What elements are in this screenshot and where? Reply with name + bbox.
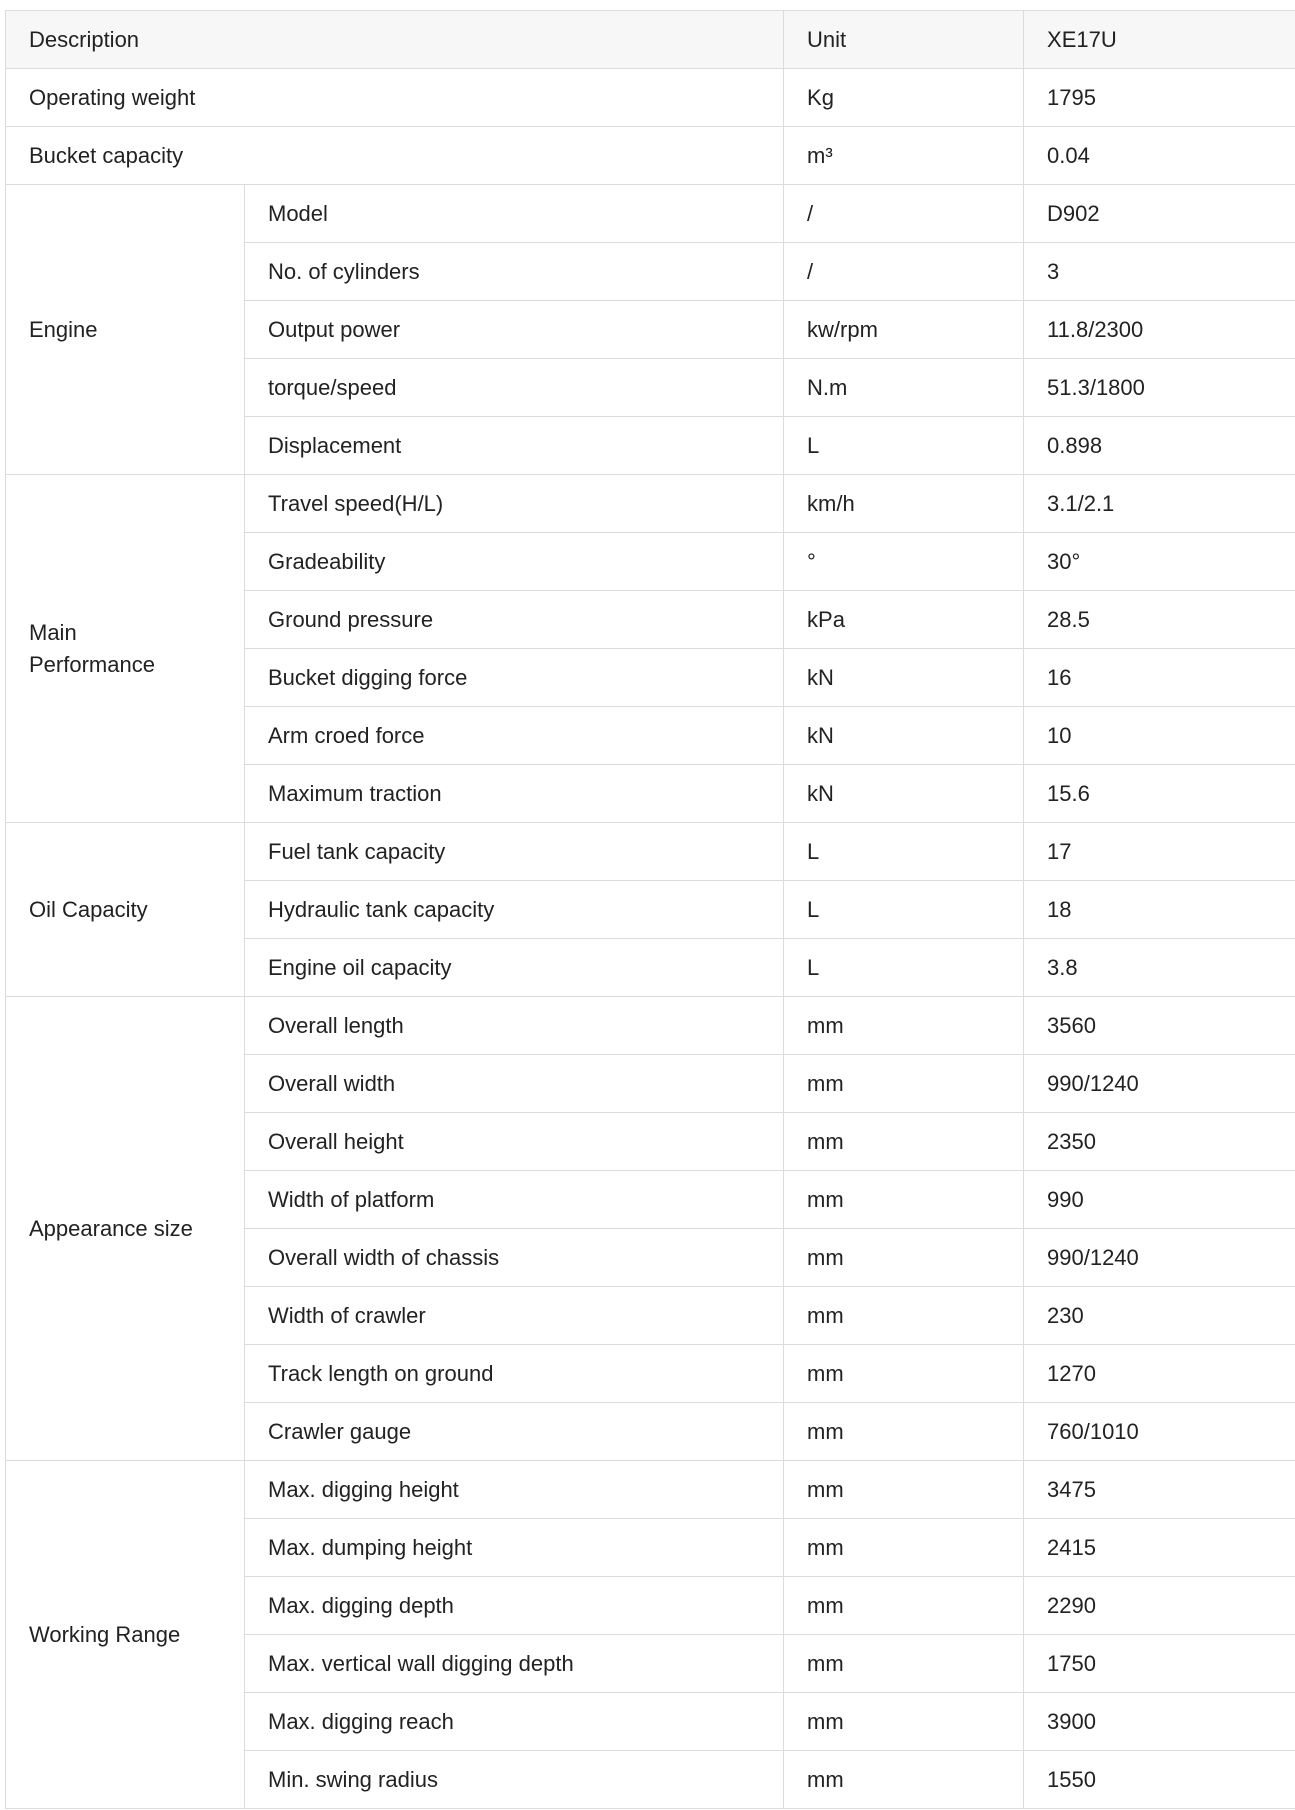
row-value: 3 <box>1024 243 1295 301</box>
group-working-range: Working Range <box>6 1461 245 1809</box>
row-unit: mm <box>784 1577 1024 1635</box>
row-value: 3.1/2.1 <box>1024 475 1295 533</box>
table-row <box>6 997 1295 1055</box>
table-row <box>6 1461 1295 1519</box>
row-value: 990/1240 <box>1024 1229 1295 1287</box>
row-unit: mm <box>784 997 1024 1055</box>
row-label: Output power <box>245 301 784 359</box>
row-value: 2290 <box>1024 1577 1295 1635</box>
row-label: Track length on ground <box>245 1345 784 1403</box>
row-unit: mm <box>784 1229 1024 1287</box>
row-unit: mm <box>784 1751 1024 1809</box>
row-unit: L <box>784 939 1024 997</box>
row-label: Maximum traction <box>245 765 784 823</box>
header-row <box>6 11 1295 69</box>
row-unit: km/h <box>784 475 1024 533</box>
row-label: Overall length <box>245 997 784 1055</box>
row-value: 16 <box>1024 649 1295 707</box>
row-unit: mm <box>784 1403 1024 1461</box>
row-value: 1795 <box>1024 69 1295 127</box>
row-value: 760/1010 <box>1024 1403 1295 1461</box>
row-label: Max. digging height <box>245 1461 784 1519</box>
row-label: Width of platform <box>245 1171 784 1229</box>
row-unit: Kg <box>784 69 1024 127</box>
row-label: torque/speed <box>245 359 784 417</box>
row-unit: ° <box>784 533 1024 591</box>
row-label: Gradeability <box>245 533 784 591</box>
row-value: 28.5 <box>1024 591 1295 649</box>
row-label: Ground pressure <box>245 591 784 649</box>
row-value: 11.8/2300 <box>1024 301 1295 359</box>
row-label: Min. swing radius <box>245 1751 784 1809</box>
row-value: 230 <box>1024 1287 1295 1345</box>
row-label: Overall width of chassis <box>245 1229 784 1287</box>
table-row <box>6 823 1295 881</box>
row-unit: m³ <box>784 127 1024 185</box>
row-label: Crawler gauge <box>245 1403 784 1461</box>
row-value: 15.6 <box>1024 765 1295 823</box>
row-value: 10 <box>1024 707 1295 765</box>
row-unit: mm <box>784 1055 1024 1113</box>
row-unit: L <box>784 881 1024 939</box>
row-unit: kN <box>784 765 1024 823</box>
row-value: 18 <box>1024 881 1295 939</box>
row-unit: L <box>784 417 1024 475</box>
row-label: Model <box>245 185 784 243</box>
row-unit: mm <box>784 1461 1024 1519</box>
row-value: D902 <box>1024 185 1295 243</box>
row-unit: N.m <box>784 359 1024 417</box>
row-value: 1550 <box>1024 1751 1295 1809</box>
group-main-performance: Main Performance <box>6 475 245 823</box>
row-label: Max. digging reach <box>245 1693 784 1751</box>
row-label: Bucket digging force <box>245 649 784 707</box>
row-label: Fuel tank capacity <box>245 823 784 881</box>
row-value: 3475 <box>1024 1461 1295 1519</box>
row-value: 1270 <box>1024 1345 1295 1403</box>
row-unit: mm <box>784 1519 1024 1577</box>
row-label: Width of crawler <box>245 1287 784 1345</box>
row-label: Hydraulic tank capacity <box>245 881 784 939</box>
spec-table-header <box>6 11 1295 69</box>
group-engine: Engine <box>6 185 245 475</box>
row-value: 30° <box>1024 533 1295 591</box>
row-unit: mm <box>784 1287 1024 1345</box>
row-label: Engine oil capacity <box>245 939 784 997</box>
row-value: 3.8 <box>1024 939 1295 997</box>
row-unit: kw/rpm <box>784 301 1024 359</box>
row-value: 990/1240 <box>1024 1055 1295 1113</box>
row-unit: kPa <box>784 591 1024 649</box>
table-row <box>6 69 1295 127</box>
table-row <box>6 127 1295 185</box>
row-value: 3560 <box>1024 997 1295 1055</box>
header-description: Description <box>6 11 784 69</box>
row-unit: mm <box>784 1171 1024 1229</box>
row-value: 2415 <box>1024 1519 1295 1577</box>
row-value: 3900 <box>1024 1693 1295 1751</box>
row-label: Bucket capacity <box>6 127 784 185</box>
row-unit: kN <box>784 707 1024 765</box>
row-unit: mm <box>784 1635 1024 1693</box>
group-appearance-size: Appearance size <box>6 997 245 1461</box>
row-unit: L <box>784 823 1024 881</box>
row-value: 17 <box>1024 823 1295 881</box>
row-value: 0.898 <box>1024 417 1295 475</box>
row-label: No. of cylinders <box>245 243 784 301</box>
row-label: Travel speed(H/L) <box>245 475 784 533</box>
row-label: Max. digging depth <box>245 1577 784 1635</box>
row-unit: kN <box>784 649 1024 707</box>
row-value: 51.3/1800 <box>1024 359 1295 417</box>
row-value: 0.04 <box>1024 127 1295 185</box>
row-label: Arm croed force <box>245 707 784 765</box>
row-unit: / <box>784 185 1024 243</box>
row-unit: mm <box>784 1345 1024 1403</box>
group-oil-capacity: Oil Capacity <box>6 823 245 997</box>
spec-table <box>5 10 1295 1809</box>
row-label: Overall height <box>245 1113 784 1171</box>
header-unit: Unit <box>784 11 1024 69</box>
header-model: XE17U <box>1024 11 1295 69</box>
row-label: Operating weight <box>6 69 784 127</box>
row-value: 2350 <box>1024 1113 1295 1171</box>
table-row <box>6 475 1295 533</box>
row-unit: / <box>784 243 1024 301</box>
row-label: Max. vertical wall digging depth <box>245 1635 784 1693</box>
spec-table-body <box>6 69 1295 1809</box>
row-value: 1750 <box>1024 1635 1295 1693</box>
row-label: Overall width <box>245 1055 784 1113</box>
row-unit: mm <box>784 1693 1024 1751</box>
row-label: Displacement <box>245 417 784 475</box>
row-value: 990 <box>1024 1171 1295 1229</box>
row-unit: mm <box>784 1113 1024 1171</box>
row-label: Max. dumping height <box>245 1519 784 1577</box>
table-row <box>6 185 1295 243</box>
